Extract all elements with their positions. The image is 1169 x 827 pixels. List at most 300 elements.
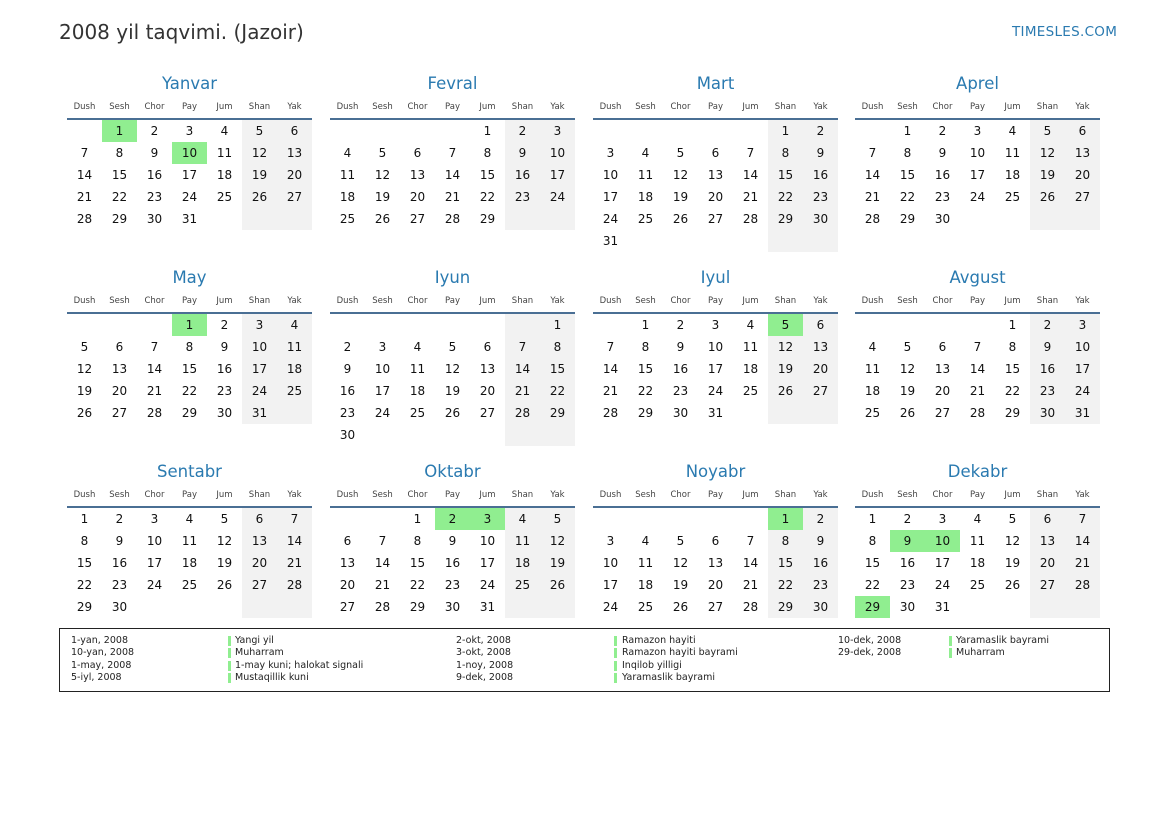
weekday-label: Yak: [550, 296, 565, 306]
empty-cell: [435, 314, 470, 336]
day-cell: 11: [277, 336, 312, 358]
month-fevral: [330, 74, 575, 230]
day-cell: 19: [242, 164, 277, 186]
holiday-cell: 9: [890, 530, 925, 552]
empty-cell: [365, 424, 400, 446]
weekday-label: Jum: [479, 490, 496, 500]
day-cell: 18: [969, 556, 986, 570]
day-cell: 3: [540, 120, 575, 142]
day-cell: 27: [1065, 186, 1100, 208]
day-cell: 29: [181, 406, 198, 420]
day-cell: 24: [707, 384, 724, 398]
empty-cell: [540, 208, 575, 230]
day-cell: 27: [111, 406, 128, 420]
day-cell: 9: [343, 362, 352, 376]
weekday-header: [855, 489, 1100, 508]
weekday-label: Dush: [861, 296, 884, 306]
day-cell: 12: [242, 142, 277, 164]
day-grid: [593, 508, 838, 618]
month-may: [67, 268, 312, 424]
day-cell: 17: [969, 168, 986, 182]
day-cell: 5: [676, 534, 685, 548]
day-cell: 7: [277, 508, 312, 530]
day-cell: 4: [1008, 124, 1017, 138]
day-cell: 29: [768, 208, 803, 230]
day-cell: 8: [540, 336, 575, 358]
legend-date: 1-may, 2008: [71, 659, 132, 671]
day-cell: 3: [711, 318, 720, 332]
day-cell: 11: [742, 340, 759, 354]
day-cell: 31: [707, 406, 724, 420]
weekday-label: Dush: [599, 490, 622, 500]
weekday-header: [330, 295, 575, 314]
day-cell: 16: [1030, 358, 1065, 380]
day-cell: 18: [637, 190, 654, 204]
day-grid: [330, 120, 575, 230]
day-cell: 17: [242, 358, 277, 380]
weekday-label: Sesh: [635, 296, 656, 306]
day-cell: 8: [80, 534, 89, 548]
day-cell: 10: [479, 534, 496, 548]
month-name: Avgust: [949, 268, 1006, 287]
weekday-label: Yak: [1075, 490, 1090, 500]
day-cell: 12: [216, 534, 233, 548]
day-cell: 16: [111, 556, 128, 570]
month-dekabr: [855, 462, 1100, 618]
brand-link[interactable]: TIMESLES.COM: [1012, 24, 1118, 40]
day-cell: 21: [742, 190, 759, 204]
day-cell: 29: [768, 596, 803, 618]
legend-date: 10-yan, 2008: [71, 647, 135, 659]
weekday-label: Yak: [287, 102, 302, 112]
day-cell: 21: [1065, 552, 1100, 574]
day-cell: 26: [540, 574, 575, 596]
holiday-cell: 1: [172, 314, 207, 336]
weekday-label: Jum: [479, 102, 496, 112]
day-cell: 17: [602, 578, 619, 592]
day-cell: 8: [768, 142, 803, 164]
day-cell: 14: [505, 358, 540, 380]
weekday-label: Pay: [182, 102, 197, 112]
weekday-label: Jum: [742, 490, 759, 500]
day-cell: 26: [899, 406, 916, 420]
holiday-marker-icon: [228, 636, 231, 646]
day-cell: 24: [146, 578, 163, 592]
month-iyul: [593, 268, 838, 424]
day-cell: 25: [637, 600, 654, 614]
holiday-marker-icon: [228, 661, 231, 671]
empty-cell: [400, 120, 435, 142]
day-cell: 19: [374, 190, 391, 204]
day-cell: 2: [676, 318, 685, 332]
day-cell: 28: [864, 212, 881, 226]
day-cell: 22: [111, 190, 128, 204]
day-cell: 9: [803, 530, 838, 552]
day-cell: 10: [602, 168, 619, 182]
empty-cell: [137, 596, 172, 618]
day-cell: 8: [185, 340, 194, 354]
weekday-label: Shan: [248, 490, 271, 500]
day-cell: 4: [868, 340, 877, 354]
day-cell: 10: [540, 142, 575, 164]
empty-cell: [1030, 596, 1065, 618]
empty-cell: [172, 596, 207, 618]
weekday-label: Sesh: [109, 296, 130, 306]
day-cell: 18: [864, 384, 881, 398]
day-cell: 5: [540, 508, 575, 530]
day-cell: 24: [374, 406, 391, 420]
day-cell: 4: [641, 534, 650, 548]
day-cell: 21: [505, 380, 540, 402]
day-cell: 26: [768, 380, 803, 402]
legend-date: 1-yan, 2008: [71, 635, 128, 646]
month-name: Iyul: [700, 268, 731, 287]
day-cell: 14: [602, 362, 619, 376]
day-cell: 16: [505, 164, 540, 186]
weekday-label: Pay: [182, 490, 197, 500]
day-cell: 4: [973, 512, 982, 526]
day-cell: 13: [242, 530, 277, 552]
legend-holiday-name: Yaramaslik bayrami: [956, 635, 1049, 646]
empty-cell: [365, 120, 400, 142]
day-cell: 6: [277, 120, 312, 142]
weekday-label: Sesh: [372, 102, 393, 112]
day-cell: 1: [483, 124, 492, 138]
day-cell: 29: [76, 600, 93, 614]
month-name: Aprel: [956, 74, 999, 93]
weekday-label: Dush: [861, 102, 884, 112]
day-cell: 28: [146, 406, 163, 420]
weekday-label: Sesh: [897, 490, 918, 500]
weekday-header: [330, 101, 575, 120]
day-cell: 6: [242, 508, 277, 530]
weekday-label: Jum: [216, 490, 233, 500]
day-cell: 26: [216, 578, 233, 592]
holiday-legend: [59, 628, 1110, 692]
day-cell: 12: [672, 556, 689, 570]
day-cell: 31: [934, 600, 951, 614]
day-cell: 25: [864, 406, 881, 420]
day-cell: 10: [146, 534, 163, 548]
weekday-label: Chor: [670, 296, 691, 306]
month-name: Fevral: [427, 74, 478, 93]
day-cell: 30: [934, 212, 951, 226]
day-cell: 7: [868, 146, 877, 160]
day-cell: 5: [80, 340, 89, 354]
day-cell: 15: [768, 164, 803, 186]
weekday-label: Shan: [511, 102, 534, 112]
empty-cell: [593, 508, 628, 530]
day-grid: [855, 314, 1100, 424]
weekday-label: Dush: [336, 296, 359, 306]
empty-cell: [663, 508, 698, 530]
day-cell: 12: [1004, 534, 1021, 548]
day-cell: 24: [934, 578, 951, 592]
empty-cell: [1065, 208, 1100, 230]
day-cell: 6: [711, 534, 720, 548]
weekday-label: Pay: [708, 490, 723, 500]
day-cell: 12: [444, 362, 461, 376]
empty-cell: [330, 508, 365, 530]
weekday-label: Shan: [774, 102, 797, 112]
day-grid: [855, 120, 1100, 230]
empty-cell: [400, 314, 435, 336]
day-cell: 21: [742, 578, 759, 592]
day-cell: 2: [220, 318, 229, 332]
day-cell: 29: [479, 212, 496, 226]
day-cell: 6: [803, 314, 838, 336]
day-cell: 23: [899, 578, 916, 592]
day-cell: 14: [742, 556, 759, 570]
empty-cell: [960, 314, 995, 336]
weekday-label: Sesh: [109, 102, 130, 112]
legend-date: 1-noy, 2008: [456, 659, 514, 671]
day-cell: 13: [1065, 142, 1100, 164]
empty-cell: [733, 120, 768, 142]
weekday-label: Dush: [599, 102, 622, 112]
day-cell: 28: [742, 600, 759, 614]
weekday-header: [593, 489, 838, 508]
day-grid: [593, 120, 838, 252]
day-cell: 23: [216, 384, 233, 398]
day-cell: 24: [969, 190, 986, 204]
day-cell: 2: [150, 124, 159, 138]
day-cell: 19: [540, 552, 575, 574]
day-cell: 8: [768, 530, 803, 552]
empty-cell: [855, 120, 890, 142]
day-cell: 20: [1065, 164, 1100, 186]
day-cell: 24: [602, 212, 619, 226]
weekday-label: Jum: [1004, 296, 1021, 306]
day-cell: 11: [969, 534, 986, 548]
day-cell: 17: [540, 164, 575, 186]
day-cell: 9: [115, 534, 124, 548]
day-cell: 21: [146, 384, 163, 398]
day-grid: [67, 120, 312, 230]
day-cell: 12: [1030, 142, 1065, 164]
day-grid: [330, 508, 575, 618]
weekday-label: Pay: [708, 102, 723, 112]
empty-cell: [803, 230, 838, 252]
day-cell: 26: [672, 600, 689, 614]
day-cell: 19: [899, 384, 916, 398]
day-cell: 15: [479, 168, 496, 182]
weekday-label: Pay: [970, 102, 985, 112]
weekday-label: Jum: [1004, 490, 1021, 500]
day-cell: 22: [540, 380, 575, 402]
day-cell: 2: [1030, 314, 1065, 336]
weekday-label: Jum: [216, 102, 233, 112]
day-cell: 22: [181, 384, 198, 398]
legend-holiday-name: Inqilob yilligi: [622, 659, 682, 671]
weekday-header: [593, 295, 838, 314]
day-cell: 12: [76, 362, 93, 376]
holiday-marker-icon: [614, 636, 617, 646]
day-cell: 15: [409, 556, 426, 570]
day-grid: [67, 314, 312, 424]
day-cell: 23: [505, 186, 540, 208]
holiday-cell: 3: [470, 508, 505, 530]
legend-holiday-name: Muharram: [235, 647, 284, 659]
day-cell: 8: [903, 146, 912, 160]
day-cell: 8: [868, 534, 877, 548]
day-cell: 19: [1004, 556, 1021, 570]
day-cell: 17: [479, 556, 496, 570]
day-cell: 29: [409, 600, 426, 614]
day-cell: 28: [505, 402, 540, 424]
day-cell: 21: [76, 190, 93, 204]
weekday-label: Chor: [144, 490, 165, 500]
legend-holiday-name: Mustaqillik kuni: [235, 671, 309, 683]
day-cell: 11: [339, 168, 356, 182]
empty-cell: [67, 314, 102, 336]
day-cell: 16: [899, 556, 916, 570]
day-cell: 3: [242, 314, 277, 336]
empty-cell: [733, 508, 768, 530]
day-cell: 12: [540, 530, 575, 552]
day-cell: 9: [150, 146, 159, 160]
day-cell: 25: [339, 212, 356, 226]
day-cell: 24: [1065, 380, 1100, 402]
day-cell: 4: [505, 508, 540, 530]
day-cell: 19: [672, 578, 689, 592]
legend-holiday-name: Ramazon hayiti: [622, 635, 696, 646]
day-cell: 29: [637, 406, 654, 420]
day-cell: 9: [938, 146, 947, 160]
day-cell: 17: [1065, 358, 1100, 380]
day-cell: 22: [479, 190, 496, 204]
empty-cell: [365, 314, 400, 336]
day-cell: 8: [641, 340, 650, 354]
weekday-label: Yak: [813, 296, 828, 306]
day-cell: 22: [768, 186, 803, 208]
day-cell: 31: [602, 234, 619, 248]
holiday-cell: 1: [102, 120, 137, 142]
day-cell: 16: [803, 552, 838, 574]
day-cell: 14: [76, 168, 93, 182]
day-cell: 28: [742, 212, 759, 226]
day-cell: 29: [540, 402, 575, 424]
day-cell: 23: [339, 406, 356, 420]
day-cell: 2: [803, 120, 838, 142]
day-cell: 18: [216, 168, 233, 182]
day-cell: 22: [409, 578, 426, 592]
day-cell: 25: [505, 574, 540, 596]
weekday-label: Yak: [287, 490, 302, 500]
day-cell: 7: [448, 146, 457, 160]
empty-cell: [400, 424, 435, 446]
legend-date: 2-okt, 2008: [456, 635, 511, 646]
page-title: 2008 yil taqvimi. (Jazoir): [59, 20, 304, 44]
weekday-label: Jum: [479, 296, 496, 306]
day-cell: 7: [150, 340, 159, 354]
holiday-marker-icon: [949, 636, 952, 646]
weekday-label: Shan: [1036, 296, 1059, 306]
empty-cell: [768, 402, 803, 424]
weekday-header: [855, 101, 1100, 120]
weekday-label: Shan: [248, 102, 271, 112]
day-cell: 13: [339, 556, 356, 570]
day-cell: 12: [374, 168, 391, 182]
day-cell: 13: [707, 556, 724, 570]
day-cell: 15: [864, 556, 881, 570]
day-cell: 15: [111, 168, 128, 182]
day-cell: 28: [602, 406, 619, 420]
day-cell: 26: [672, 212, 689, 226]
day-cell: 6: [343, 534, 352, 548]
day-cell: 1: [868, 512, 877, 526]
empty-cell: [277, 596, 312, 618]
day-cell: 9: [1030, 336, 1065, 358]
empty-cell: [663, 120, 698, 142]
weekday-label: Sesh: [635, 102, 656, 112]
day-cell: 28: [277, 574, 312, 596]
day-cell: 8: [115, 146, 124, 160]
day-cell: 4: [413, 340, 422, 354]
day-grid: [855, 508, 1100, 618]
day-cell: 22: [899, 190, 916, 204]
day-cell: 27: [479, 406, 496, 420]
day-cell: 27: [707, 600, 724, 614]
holiday-cell: 10: [925, 530, 960, 552]
day-cell: 22: [1004, 384, 1021, 398]
weekday-label: Jum: [1004, 102, 1021, 112]
weekday-label: Sesh: [372, 490, 393, 500]
day-cell: 2: [115, 512, 124, 526]
day-cell: 31: [1065, 402, 1100, 424]
day-cell: 30: [146, 212, 163, 226]
day-cell: 22: [864, 578, 881, 592]
day-cell: 15: [76, 556, 93, 570]
day-cell: 10: [374, 362, 391, 376]
legend-date: 29-dek, 2008: [838, 647, 902, 659]
day-cell: 6: [1065, 120, 1100, 142]
weekday-label: Chor: [932, 102, 953, 112]
day-cell: 20: [339, 578, 356, 592]
day-cell: 22: [768, 574, 803, 596]
day-cell: 20: [409, 190, 426, 204]
weekday-header: [593, 101, 838, 120]
legend-date: 5-iyl, 2008: [71, 671, 122, 683]
month-avgust: [855, 268, 1100, 424]
day-cell: 11: [637, 556, 654, 570]
weekday-label: Yak: [813, 490, 828, 500]
day-cell: 27: [409, 212, 426, 226]
month-sentabr: [67, 462, 312, 618]
weekday-label: Yak: [1075, 102, 1090, 112]
day-cell: 20: [707, 190, 724, 204]
day-cell: 22: [637, 384, 654, 398]
day-cell: 13: [707, 168, 724, 182]
day-cell: 10: [707, 340, 724, 354]
empty-cell: [960, 596, 995, 618]
day-cell: 1: [903, 124, 912, 138]
day-cell: 21: [444, 190, 461, 204]
weekday-label: Chor: [670, 490, 691, 500]
day-cell: 15: [1004, 362, 1021, 376]
weekday-label: Yak: [550, 102, 565, 112]
holiday-marker-icon: [614, 673, 617, 683]
weekday-label: Yak: [813, 102, 828, 112]
day-cell: 9: [676, 340, 685, 354]
month-name: Noyabr: [685, 462, 746, 481]
day-cell: 28: [374, 600, 391, 614]
day-cell: 2: [803, 508, 838, 530]
holiday-marker-icon: [228, 673, 231, 683]
day-cell: 2: [938, 124, 947, 138]
weekday-label: Jum: [742, 102, 759, 112]
empty-cell: [330, 120, 365, 142]
